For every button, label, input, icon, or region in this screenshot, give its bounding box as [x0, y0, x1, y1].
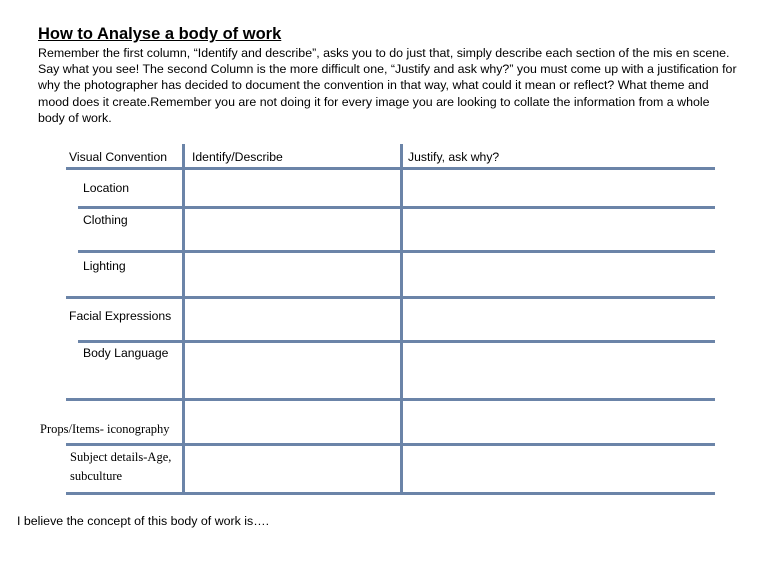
concept-statement: I believe the concept of this body of work is….: [17, 514, 270, 528]
row-line: [66, 296, 715, 299]
row-label-facial-expressions: Facial Expressions: [69, 309, 172, 323]
row-line: [78, 250, 715, 253]
header-visual-convention: Visual Convention: [69, 150, 168, 164]
row-label-lighting: Lighting: [83, 259, 126, 273]
instructions-paragraph: Remember the first column, “Identify and describe”, asks you to do just that, simply describe each section of the mis en scene. Say what you see! The second Column is the more difficult one, “Justify and ask why?” you must come up with a justification for why the photographer has decided to document the convention in that way, what could it mean or reflect? What theme and mood does it create.Remember you are not doing it for every image you are looking to collate the information from a whole body of work.: [38, 46, 737, 125]
row-line: [78, 340, 715, 343]
row-label-location: Location: [83, 181, 130, 195]
row-line: [66, 167, 715, 170]
row-label-props-items: Props/Items- iconography: [40, 422, 170, 436]
row-label-body-language: Body Language: [83, 346, 169, 360]
row-line: [66, 492, 715, 495]
row-line: [78, 206, 715, 209]
row-label-clothing: Clothing: [83, 213, 128, 227]
row-line: [66, 443, 715, 446]
row-label-subject-details: Subject details-Age, subculture: [70, 450, 172, 483]
header-justify-ask-why: Justify, ask why?: [408, 150, 500, 164]
header-identify-describe: Identify/Describe: [192, 150, 283, 164]
row-line: [66, 398, 715, 401]
document-title: How to Analyse a body of work: [38, 25, 282, 43]
